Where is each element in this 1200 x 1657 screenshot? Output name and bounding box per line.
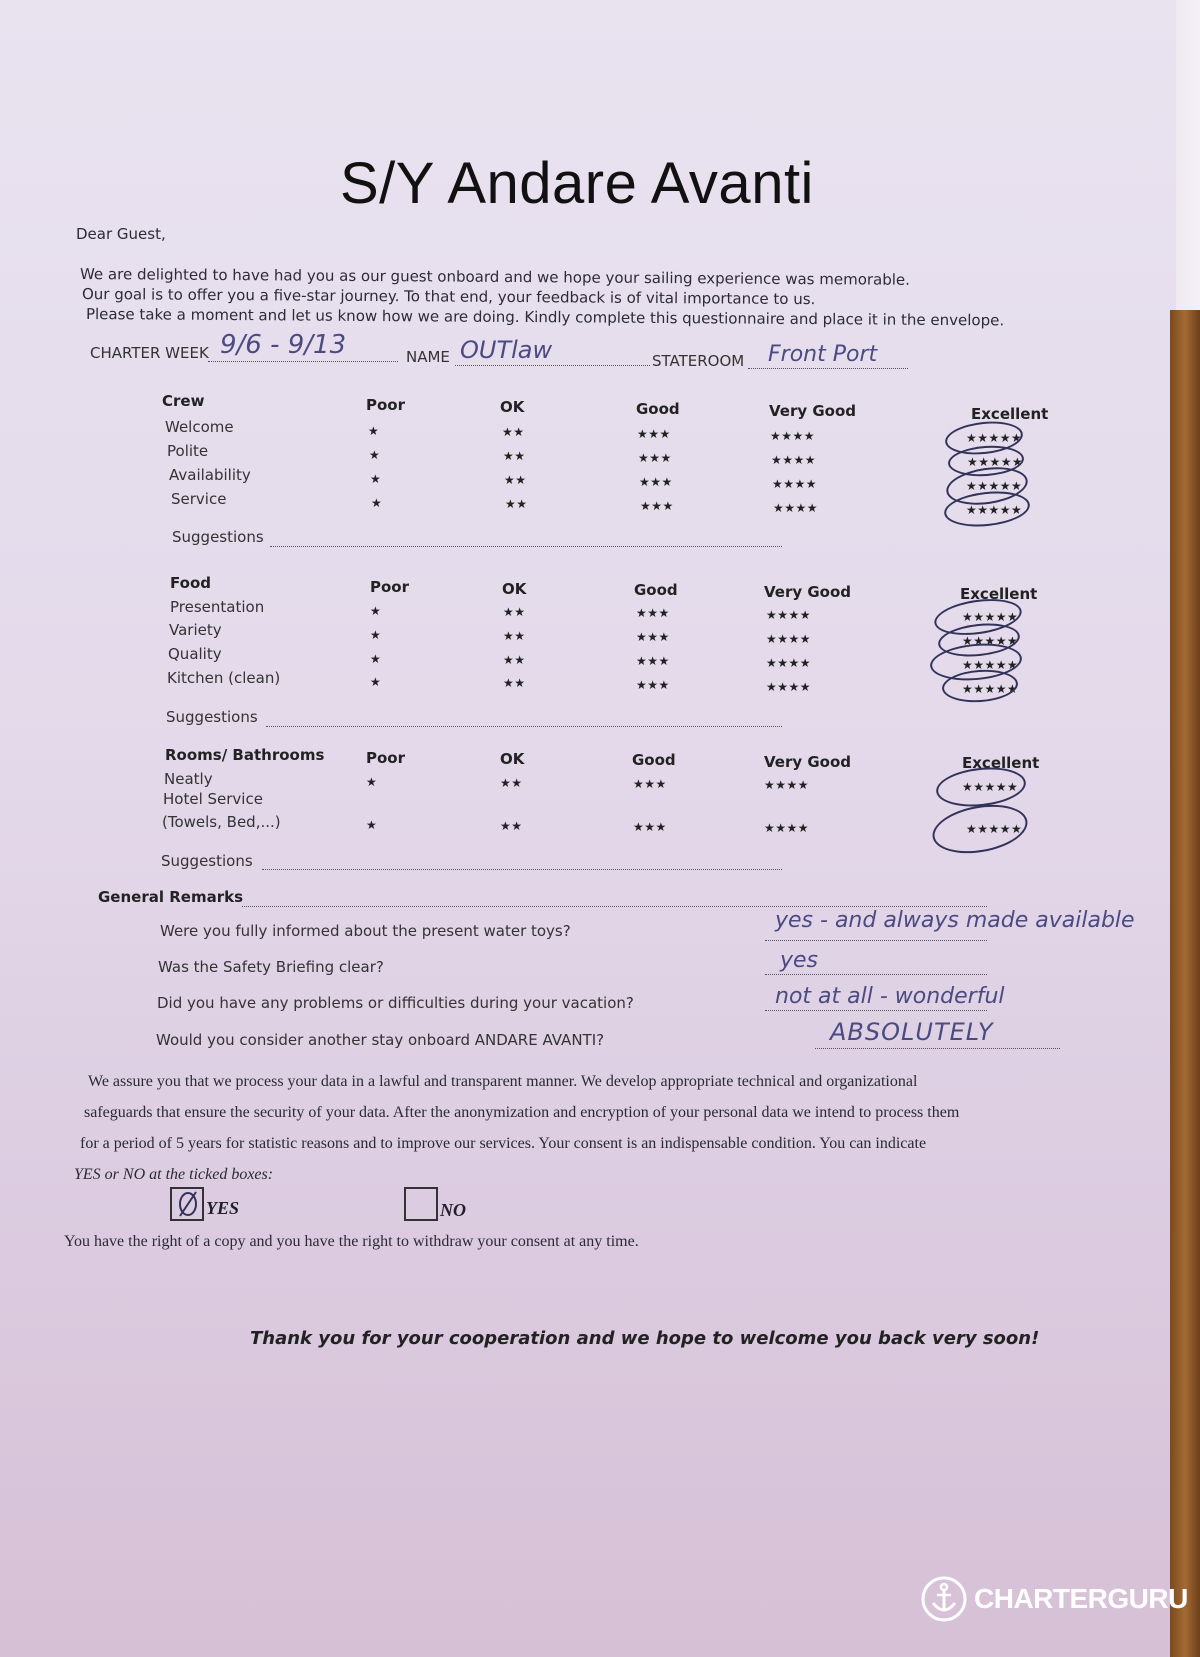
question-problems: Did you have any problems or difficulties during your vacation? bbox=[157, 994, 634, 1012]
crew-availability-good[interactable]: ★★★ bbox=[639, 475, 673, 489]
food-presentation-good[interactable]: ★★★ bbox=[636, 606, 670, 620]
answer-line-problems bbox=[765, 1010, 987, 1011]
crew-col-ok: OK bbox=[500, 398, 525, 416]
food-item-variety: Variety bbox=[169, 621, 222, 639]
food-item-quality: Quality bbox=[168, 645, 222, 663]
food-variety-very-good[interactable]: ★★★★ bbox=[766, 632, 812, 646]
food-item-presentation: Presentation bbox=[170, 598, 265, 616]
rooms-neatly-good[interactable]: ★★★ bbox=[633, 777, 667, 791]
crew-polite-excellent[interactable]: ★★★★★ bbox=[967, 455, 1024, 469]
crew-welcome-excellent[interactable]: ★★★★★ bbox=[966, 431, 1023, 445]
stateroom-label: STATEROOM bbox=[652, 352, 745, 370]
food-heading: Food bbox=[170, 574, 211, 592]
rooms-hotel-service-poor[interactable]: ★ bbox=[366, 818, 378, 832]
charter-week-value[interactable]: 9/6 - 9/13 bbox=[220, 330, 347, 360]
general-remarks-line[interactable] bbox=[242, 906, 987, 907]
food-variety-excellent[interactable]: ★★★★★ bbox=[962, 634, 1019, 648]
answer-line-water-toys bbox=[765, 940, 987, 941]
name-value[interactable]: OUTlaw bbox=[460, 336, 553, 364]
crew-item-service: Service bbox=[171, 490, 227, 508]
crew-availability-excellent[interactable]: ★★★★★ bbox=[966, 479, 1023, 493]
question-safety-briefing: Was the Safety Briefing clear? bbox=[158, 958, 384, 976]
answer-line-another-stay bbox=[815, 1048, 1060, 1049]
crew-welcome-poor[interactable]: ★ bbox=[368, 424, 380, 438]
food-item-kitchen: Kitchen (clean) bbox=[167, 669, 281, 687]
stateroom-line bbox=[748, 368, 908, 369]
food-presentation-very-good[interactable]: ★★★★ bbox=[766, 608, 812, 622]
rooms-item-neatly: Neatly bbox=[164, 770, 213, 788]
crew-polite-poor[interactable]: ★ bbox=[369, 448, 381, 462]
check-mark-icon bbox=[172, 1189, 202, 1219]
crew-suggestions-line[interactable] bbox=[270, 546, 782, 547]
food-kitchen-excellent[interactable]: ★★★★★ bbox=[962, 682, 1019, 696]
general-remarks-heading: General Remarks bbox=[98, 888, 243, 906]
answer-another-stay[interactable]: ABSOLUTELY bbox=[830, 1018, 994, 1046]
crew-service-excellent[interactable]: ★★★★★ bbox=[966, 503, 1023, 517]
answer-safety-briefing[interactable]: yes bbox=[780, 948, 819, 973]
rooms-item-towels-bed: (Towels, Bed,...) bbox=[162, 813, 281, 831]
rooms-item-hotel-service: Hotel Service bbox=[163, 790, 263, 808]
crew-polite-good[interactable]: ★★★ bbox=[638, 451, 672, 465]
name-line bbox=[455, 365, 650, 366]
rooms-neatly-circle bbox=[934, 763, 1027, 810]
consent-no-checkbox[interactable] bbox=[404, 1187, 438, 1221]
food-col-good: Good bbox=[634, 581, 678, 599]
food-col-poor: Poor bbox=[370, 578, 410, 596]
rooms-col-very-good: Very Good bbox=[764, 753, 852, 771]
crew-polite-ok[interactable]: ★★ bbox=[503, 449, 526, 463]
food-suggestions-line[interactable] bbox=[266, 726, 782, 727]
background-edge bbox=[1176, 0, 1200, 310]
food-kitchen-poor[interactable]: ★ bbox=[370, 675, 382, 689]
page-title: S/Y Andare Avanti bbox=[340, 151, 814, 216]
rooms-hotel-service-excellent[interactable]: ★★★★★ bbox=[966, 822, 1023, 836]
food-kitchen-good[interactable]: ★★★ bbox=[636, 678, 670, 692]
answer-line-safety bbox=[765, 974, 987, 975]
question-another-stay: Would you consider another stay onboard ANDARE AVANTI? bbox=[156, 1031, 605, 1049]
consent-line-4: YES or NO at the ticked boxes: bbox=[74, 1166, 274, 1183]
food-col-excellent: Excellent bbox=[960, 585, 1038, 603]
crew-service-ok[interactable]: ★★ bbox=[505, 497, 528, 511]
rooms-col-poor: Poor bbox=[366, 749, 406, 767]
food-suggestions-label: Suggestions bbox=[166, 708, 258, 726]
food-col-very-good: Very Good bbox=[764, 583, 852, 601]
rooms-suggestions-label: Suggestions bbox=[161, 852, 253, 870]
rooms-col-excellent: Excellent bbox=[962, 754, 1040, 772]
wooden-table-edge bbox=[1170, 310, 1200, 1657]
rooms-hotel-service-very-good[interactable]: ★★★★ bbox=[764, 821, 810, 835]
charter-week-label: CHARTER WEEK bbox=[90, 344, 209, 362]
food-variety-good[interactable]: ★★★ bbox=[636, 630, 670, 644]
consent-line-1: We assure you that we process your data in a lawful and transparent manner. We develop appropriate technical and organizational bbox=[88, 1073, 918, 1090]
food-col-ok: OK bbox=[502, 580, 527, 598]
food-variety-ok[interactable]: ★★ bbox=[503, 629, 526, 643]
rooms-neatly-poor[interactable]: ★ bbox=[366, 775, 378, 789]
rooms-hotel-service-circle bbox=[929, 798, 1032, 860]
crew-polite-very-good[interactable]: ★★★★ bbox=[771, 453, 817, 467]
crew-item-polite: Polite bbox=[167, 442, 209, 460]
crew-suggestions-label: Suggestions bbox=[172, 528, 264, 546]
question-water-toys: Were you fully informed about the present water toys? bbox=[160, 922, 571, 940]
consent-line-3: for a period of 5 years for statistic reasons and to improve our services. Your consent is an indispensable condition. You can indicate bbox=[80, 1135, 927, 1152]
food-kitchen-very-good[interactable]: ★★★★ bbox=[766, 680, 812, 694]
food-presentation-ok[interactable]: ★★ bbox=[503, 605, 526, 619]
food-quality-ok[interactable]: ★★ bbox=[503, 653, 526, 667]
food-quality-very-good[interactable]: ★★★★ bbox=[766, 656, 812, 670]
answer-water-toys[interactable]: yes - and always made available bbox=[775, 908, 1135, 933]
crew-col-poor: Poor bbox=[366, 396, 406, 414]
intro-line-1: We are delighted to have had you as our guest onboard and we hope your sailing experience was memorable. bbox=[79, 265, 911, 289]
rooms-neatly-ok[interactable]: ★★ bbox=[500, 776, 523, 790]
charterguru-watermark bbox=[920, 1575, 1188, 1623]
food-variety-poor[interactable]: ★ bbox=[370, 628, 382, 642]
consent-no-label: NO bbox=[440, 1200, 466, 1220]
consent-line-2: safeguards that ensure the security of your data. After the anonymization and encryption of your personal data we intend to process them bbox=[84, 1104, 960, 1121]
rooms-hotel-service-good[interactable]: ★★★ bbox=[633, 820, 667, 834]
rooms-neatly-very-good[interactable]: ★★★★ bbox=[764, 778, 810, 792]
crew-welcome-good[interactable]: ★★★ bbox=[637, 427, 671, 441]
intro-line-2: Our goal is to offer you a five-star journey. To that end, your feedback is of vital importance to us. bbox=[81, 285, 816, 309]
crew-welcome-very-good[interactable]: ★★★★ bbox=[770, 429, 816, 443]
food-quality-excellent[interactable]: ★★★★★ bbox=[962, 658, 1019, 672]
crew-availability-ok[interactable]: ★★ bbox=[504, 473, 527, 487]
name-label: NAME bbox=[406, 348, 450, 366]
crew-service-good[interactable]: ★★★ bbox=[640, 499, 674, 513]
greeting: Dear Guest, bbox=[76, 225, 166, 243]
rooms-hotel-service-ok[interactable]: ★★ bbox=[500, 819, 523, 833]
crew-service-poor[interactable]: ★ bbox=[371, 496, 383, 510]
rooms-col-good: Good bbox=[632, 751, 676, 769]
consent-rights: You have the right of a copy and you have the right to withdraw your consent at any time. bbox=[64, 1233, 639, 1250]
crew-col-good: Good bbox=[636, 400, 680, 418]
thank-you-message: Thank you for your cooperation and we hope to welcome you back very soon! bbox=[250, 1328, 1040, 1349]
food-presentation-excellent[interactable]: ★★★★★ bbox=[962, 610, 1019, 624]
watermark-text: CHARTERGURU bbox=[974, 1583, 1188, 1614]
crew-item-availability: Availability bbox=[169, 466, 251, 484]
anchor-icon bbox=[920, 1575, 968, 1623]
crew-availability-very-good[interactable]: ★★★★ bbox=[772, 477, 818, 491]
stateroom-value[interactable]: Front Port bbox=[768, 342, 878, 367]
rooms-neatly-excellent[interactable]: ★★★★★ bbox=[962, 780, 1019, 794]
intro-line-3: Please take a moment and let us know how we are doing. Kindly complete this questionnaire and place it in the envelope. bbox=[85, 305, 1005, 330]
consent-yes-label: YES bbox=[206, 1198, 240, 1218]
answer-problems[interactable]: not at all - wonderful bbox=[775, 984, 1005, 1009]
rooms-col-ok: OK bbox=[500, 750, 525, 768]
crew-availability-poor[interactable]: ★ bbox=[370, 472, 382, 486]
crew-col-very-good: Very Good bbox=[769, 402, 857, 420]
food-quality-poor[interactable]: ★ bbox=[370, 652, 382, 666]
rooms-suggestions-line[interactable] bbox=[262, 869, 782, 870]
consent-yes-checkbox[interactable] bbox=[170, 1187, 204, 1221]
crew-heading: Crew bbox=[162, 392, 205, 410]
crew-col-excellent: Excellent bbox=[971, 405, 1049, 423]
crew-item-welcome: Welcome bbox=[165, 418, 234, 436]
crew-welcome-ok[interactable]: ★★ bbox=[502, 425, 525, 439]
crew-service-very-good[interactable]: ★★★★ bbox=[773, 501, 819, 515]
charter-week-line bbox=[208, 361, 398, 362]
food-kitchen-ok[interactable]: ★★ bbox=[503, 676, 526, 690]
food-quality-good[interactable]: ★★★ bbox=[636, 654, 670, 668]
rooms-heading: Rooms/ Bathrooms bbox=[165, 746, 325, 764]
food-presentation-poor[interactable]: ★ bbox=[370, 604, 382, 618]
